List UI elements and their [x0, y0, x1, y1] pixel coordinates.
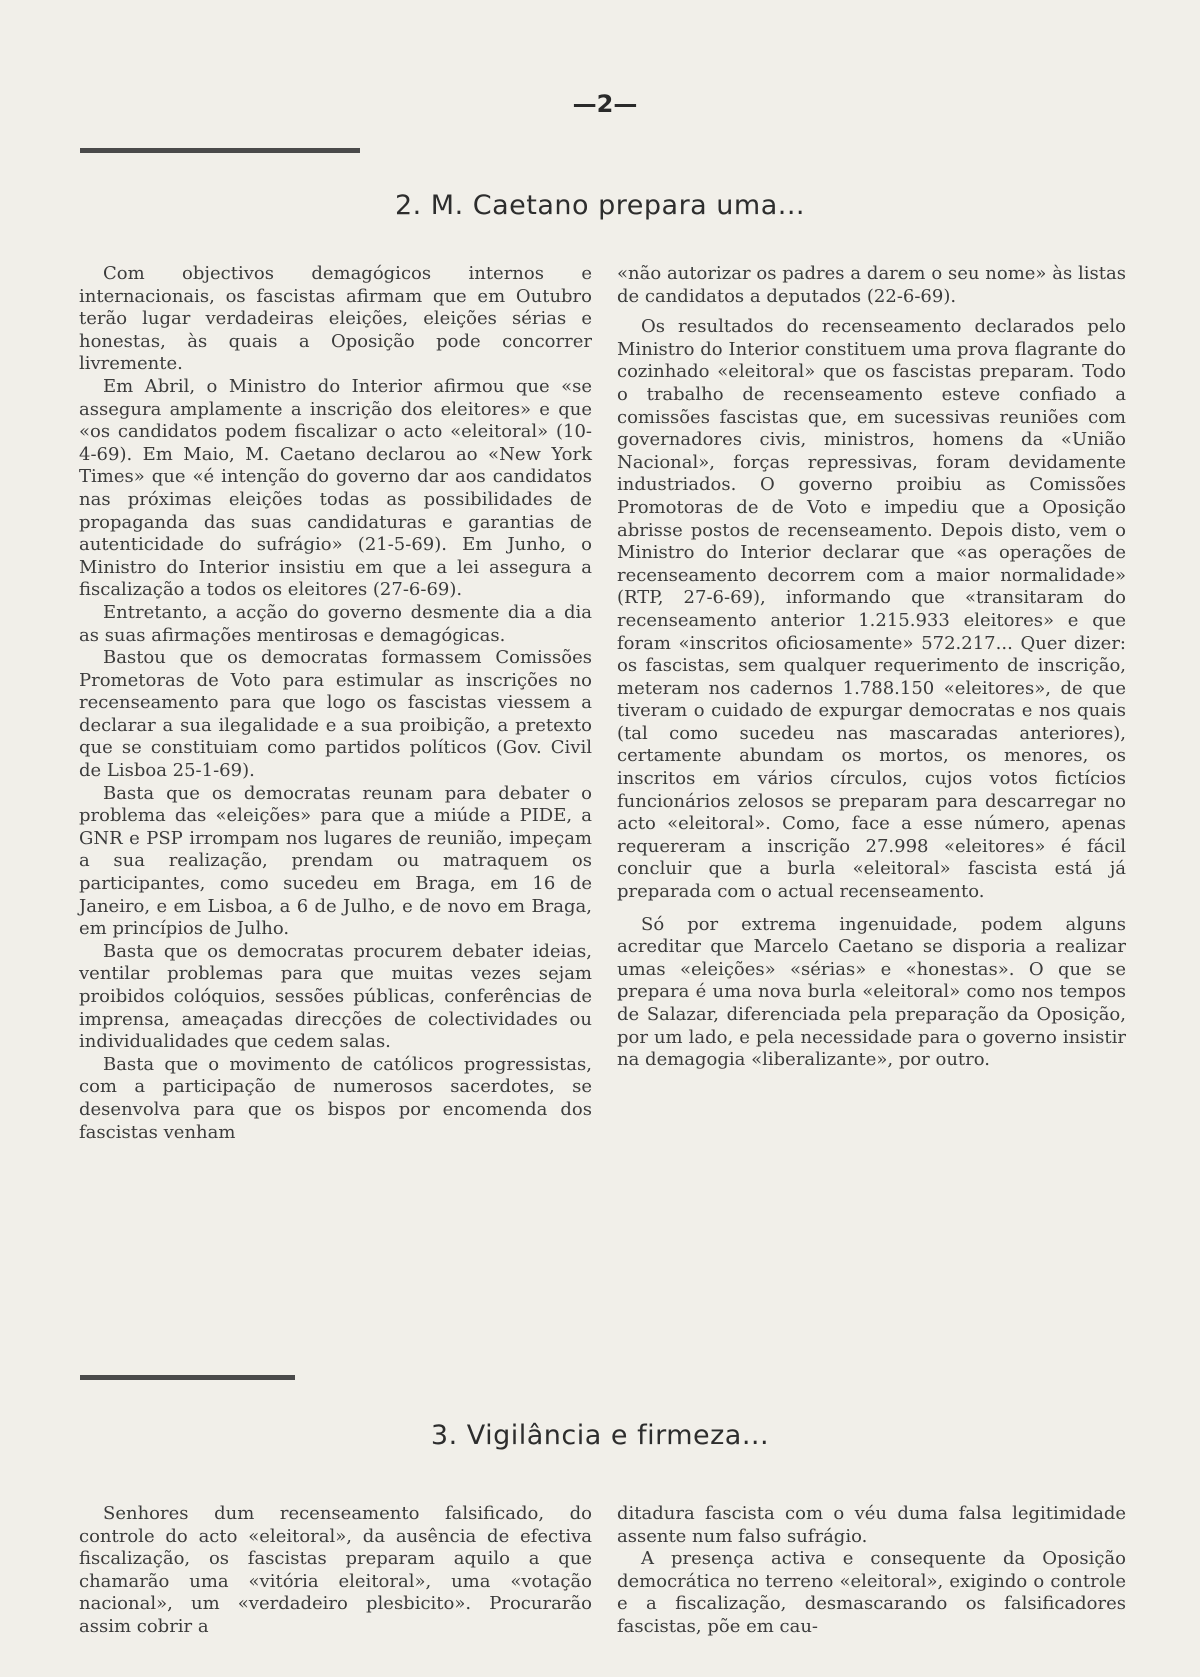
paragraph: Só por extrema ingenuidade, podem alguns acreditar que Marcelo Caetano se disporia a realizar umas «eleições» «sérias» e «honestas». O que se prepara é uma nova burla «eleitoral» como nos tempos de Salazar, diferenciada pela preparação da Oposição, por um lado, e pela necessidade para o governo insistir na demagogia «liberalizante», por outro.: [617, 913, 1126, 1071]
paragraph: Com objectivos demagógicos internos e internacionais, os fascistas afirmam que em Outubro terão lugar verdadeiras eleições, eleições sérias e honestas, às quais a Oposição pode concorrer livremente.: [79, 263, 592, 375]
section-3-title: 3. Vigilância e firmeza...: [430, 1420, 770, 1451]
section-2-left-column: [79, 263, 592, 1144]
section-3-right-column: [617, 1503, 1126, 1639]
paragraph: A presença activa e consequente da Oposição democrática no terreno «eleitoral», exigindo o controle e a fiscalização, desmascarando os falsificadores fascistas, põe em cau-: [617, 1548, 1126, 1637]
paragraph: ditadura fascista com o véu duma falsa legitimidade assente num falso sufrágio.: [617, 1503, 1126, 1547]
paragraph: Bastou que os democratas formassem Comissões Prometoras de Voto para estimular as inscrições no recenseamento para que logo os fascistas viessem a declarar a sua ilegalidade e a sua proibição, a pretexto que se constituiam como partidos políticos (Gov. Civil de Lisboa 25-1-69).: [79, 647, 592, 782]
paragraph: Em Abril, o Ministro do Interior afirmou que «se assegura amplamente a inscrição dos eleitores» e que «os candidatos podem fiscalizar o acto «eleitoral» (10-4-69). Em Maio, M. Caetano declarou ao «New York Times» que «é intenção do governo dar aos candidatos nas próximas eleições todas as possibilidades de propaganda das suas candidaturas e garantias de autenticidade do sufrágio» (21-5-69). Em Junho, o Ministro do Interior insistiu em que a lei assegura a fiscalização a todos os eleitores (27-6-69).: [79, 375, 592, 601]
page-number: —2—: [572, 90, 638, 118]
paragraph: Os resultados do recenseamento declarados pelo Ministro do Interior constituem uma prova flagrante do cozinhado «eleitoral» que os fascistas preparam. Todo o trabalho de recenseamento esteve confiado a comissões fascistas que, em sucessivas reuniões com governadores civis, ministros, homens da «União Nacional», forças repressivas, foram devidamente industriados. O governo proibiu as Comissões Promotoras de de Voto e impediu que a Oposição abrisse postos de recenseamento. Depois disto, vem o Ministro do Interior declarar que «as operações de recenseamento decorrem com a maior normalidade» (RTP, 27-6-69), informando que «transitaram do recenseamento anterior 1.215.933 eleitores» e que foram «inscritos oficiosamente» 572.217... Quer dizer: os fascistas, sem qualquer requerimento de inscrição, meteram nos cadernos 1.788.150 «eleitores», de que tiveram o cuidado de expurgar democratas e nos quais (tal como sucedeu nas mascaradas anteriores), certamente abundam os mortos, os menores, os inscritos em vários círculos, cujos votos fictícios funcionários zelosos se preparam para descarregar no acto «eleitoral». Como, face a esse número, apenas requereram a inscrição 27.998 «eleitores» é fácil concluir que a burla «eleitoral» fascista está já preparada com o actual recenseamento.: [617, 316, 1126, 903]
section-divider-top: [80, 148, 360, 153]
paragraph: «não autorizar os padres a darem o seu nome» às listas de candidatos a deputados (22-6-69).: [617, 263, 1126, 307]
paragraph: Basta que os democratas reunam para debater o problema das «eleições» para que a miúde a PIDE, a GNR e PSP irrompam nos lugares de reunião, impeçam a sua realização, prendam ou matraquem os participantes, como sucedeu em Braga, em 16 de Janeiro, e em Lisboa, a 6 de Julho, e de novo em Braga, em princípios de Julho.: [79, 782, 592, 940]
section-3-left-column: [79, 1503, 592, 1639]
section-divider-bottom: [80, 1375, 295, 1380]
paragraph: Basta que os democratas procurem debater ideias, ventilar problemas para que muitas vezes sejam proibidos colóquios, sessões públicas, conferências de imprensa, ameaçadas direcções de colectividades ou individualidades que cedem salas.: [79, 940, 592, 1053]
paragraph: Entretanto, a acção do governo desmente dia a dia as suas afirmações mentirosas e demagógicas.: [79, 601, 592, 646]
section-2-right-column: [617, 263, 1126, 1072]
paragraph: Senhores dum recenseamento falsificado, do controle do acto «eleitoral», da ausência de efectiva fiscalização, os fascistas preparam aquilo a que chamarão uma «vitória eleitoral», uma «votação nacional», um «verdadeiro plesbicito». Procurarão assim cobrir a: [79, 1503, 592, 1637]
paragraph: Basta que o movimento de católicos progressistas, com a participação de numerosos sacerdotes, se desenvolva para que os bispos por encomenda dos fascistas venham: [79, 1053, 592, 1143]
section-2-title: 2. M. Caetano prepara uma...: [394, 190, 806, 221]
